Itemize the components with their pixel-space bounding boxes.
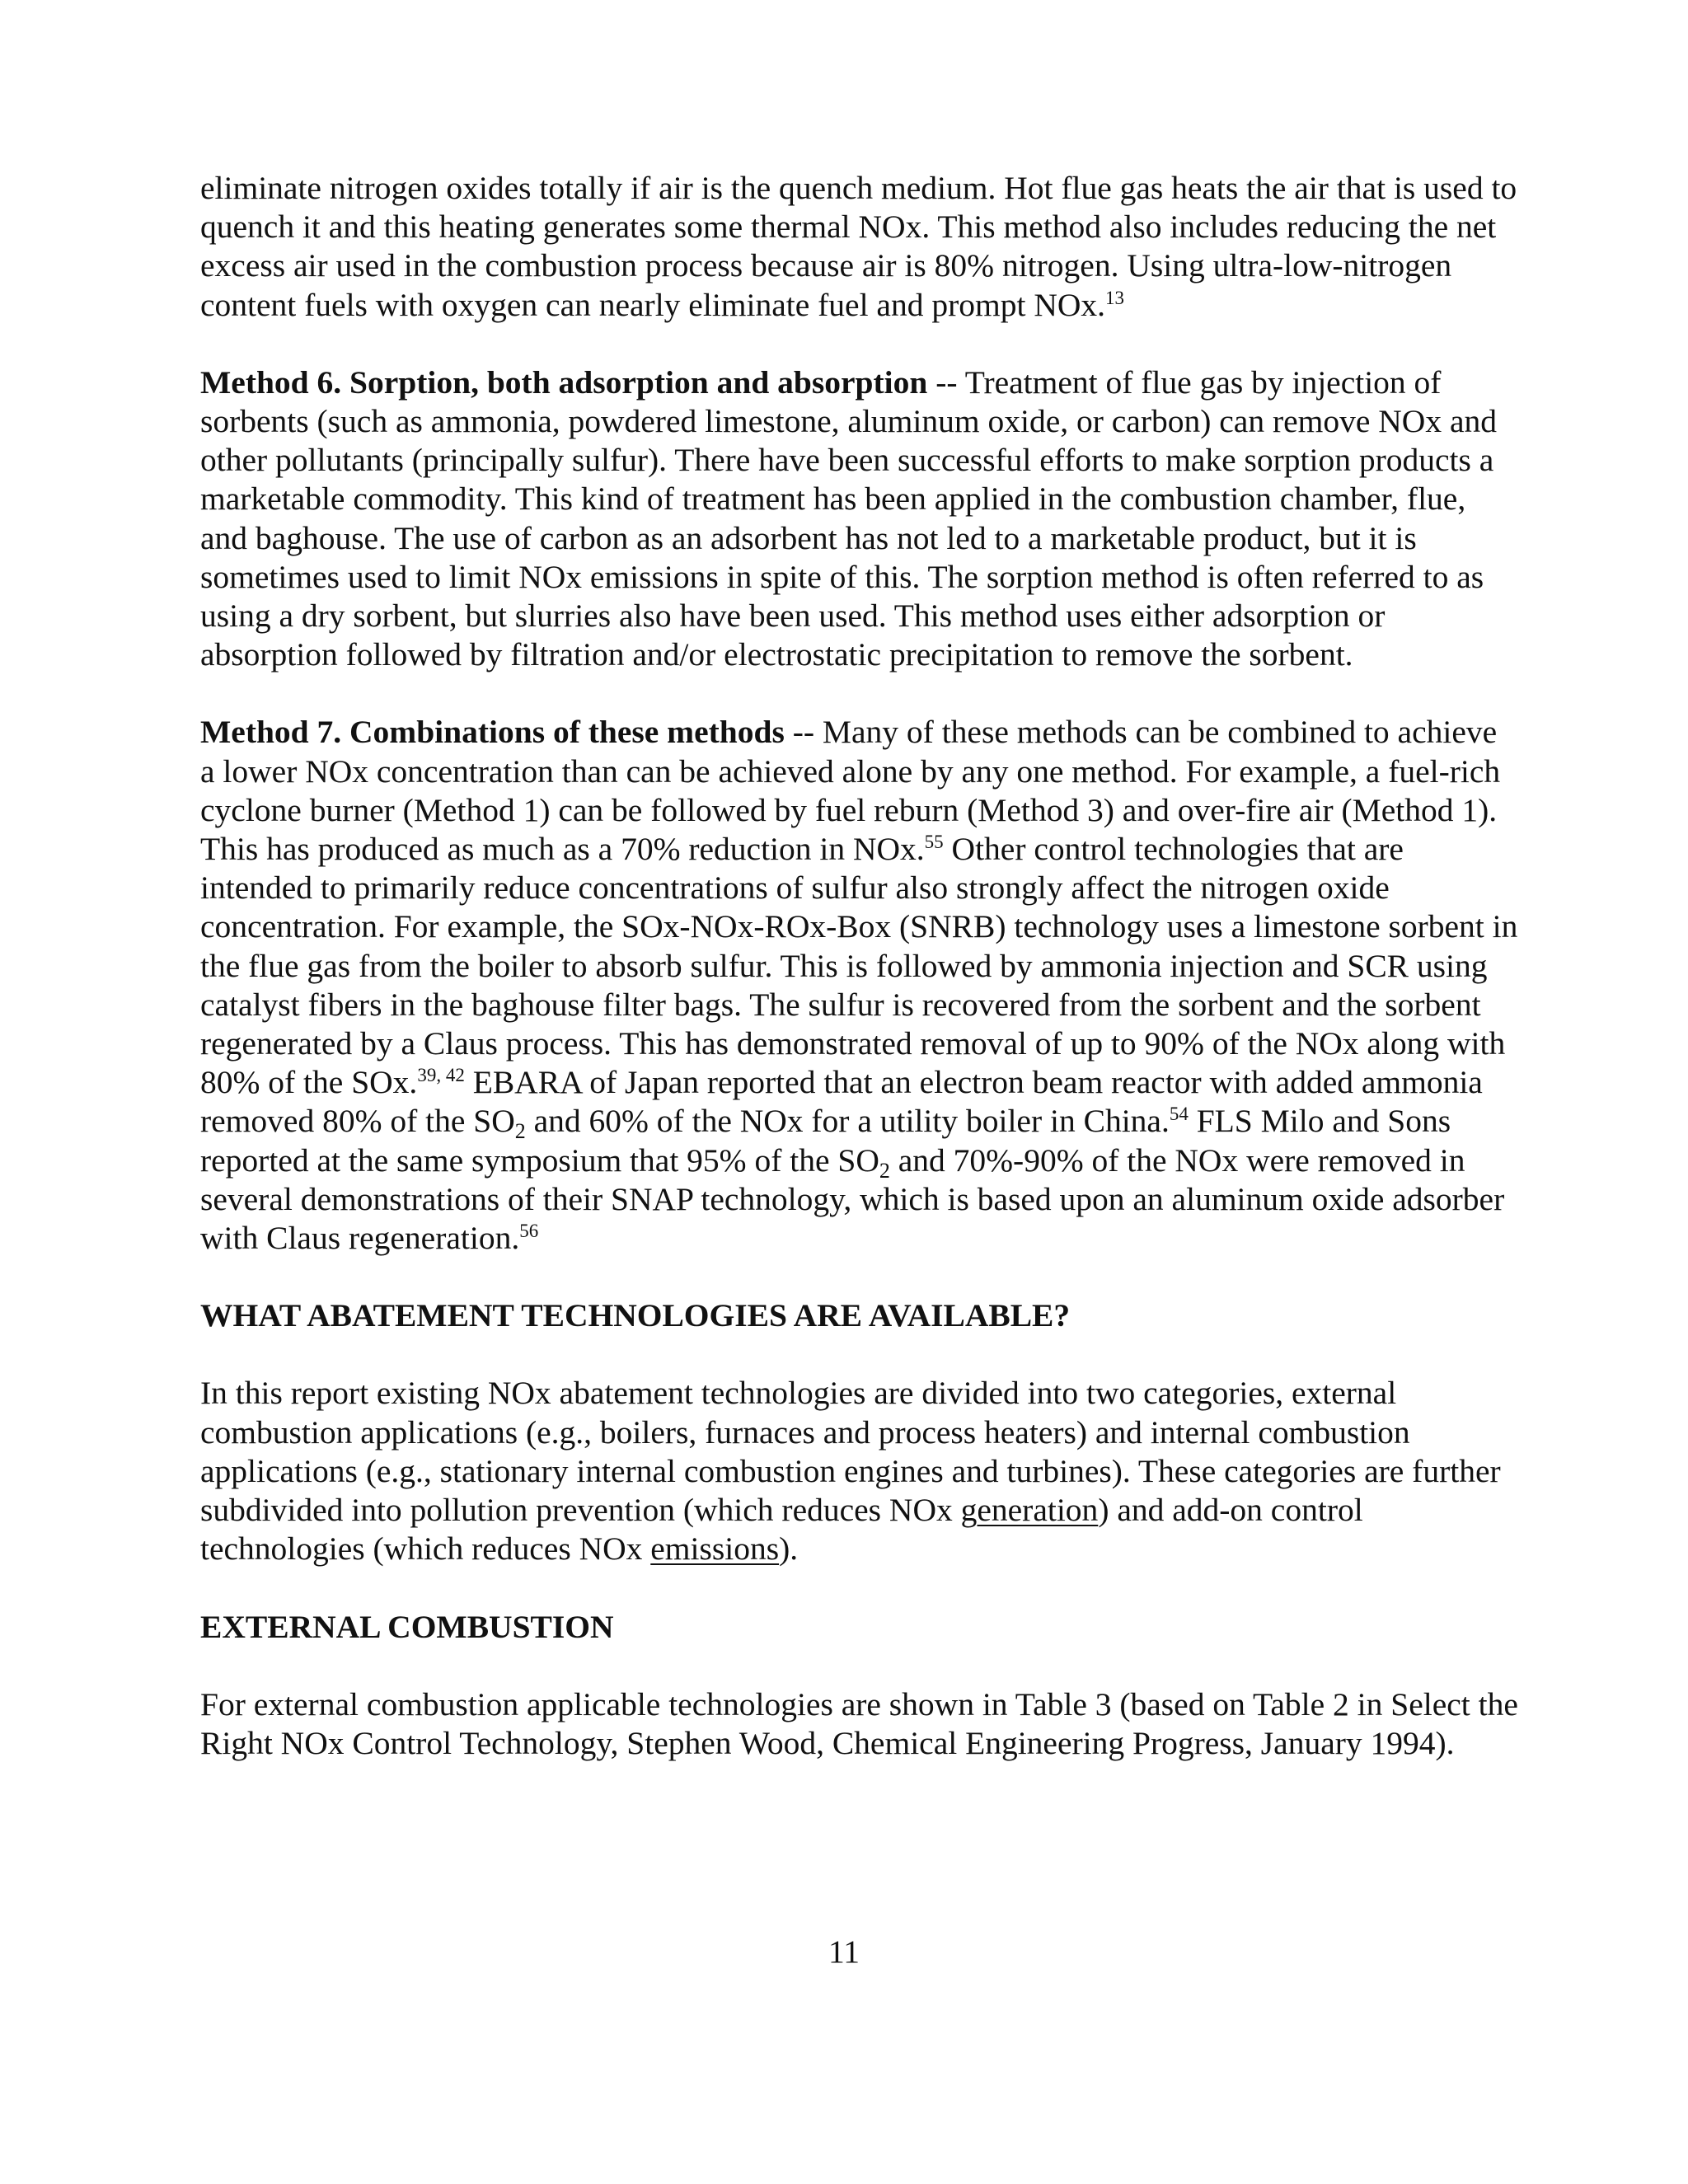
paragraph-available — [200, 1374, 1519, 1568]
paragraph-external: For external combustion applicable technologies are shown in Table 3 (based on Table 2 in Select the Right NOx Control Technology, Stephen Wood, Chemical Engineering Progress, January 1994). — [200, 1685, 1518, 1761]
reference-superscript: 56 — [519, 1221, 539, 1242]
method-6-title: Method 6. Sorption, both adsorption and absorption — [200, 363, 928, 401]
method-6-text: -- Treatment of flue gas by injection of sorbents (such as ammonia, powdered limestone, aluminum oxide, or carbon) can remove NOx and other pollutants (principally sulfur). There have been successful efforts to make sorption products a marketable commodity. This kind of treatment has been applied in the combustion chamber, flue, and baghouse. The use of carbon as an adsorbent has not led to a marketable product, but it is sometimes used to limit NOx emissions in spite of this. The sorption method is often referred to as using a dry sorbent, but slurries also have been used. This method uses either adsorption or absorption followed by filtration and/or electrostatic precipitation to remove the sorbent. — [200, 363, 1497, 673]
paragraph-quench — [200, 169, 1519, 325]
method-7-text: FLS Milo and Sons reported at the same symposium that 95% of the SO — [200, 1103, 1451, 1179]
section-heading-available: WHAT ABATEMENT TECHNOLOGIES ARE AVAILABLE? — [200, 1297, 1071, 1334]
method-7-text: -- Many of these methods can be combined to achieve a lower NOx concentration than can be achieved alone by any one method. For example, a fuel-rich cyclone burner (Method 1) can be followed by fuel reburn (Method 3) and over-fire air (Method 1). This has produced as much as a 70% reduction in NOx. — [200, 714, 1501, 868]
reference-superscript: 39, 42 — [417, 1065, 465, 1086]
subscript: 2 — [514, 1119, 526, 1144]
method-7-text: EBARA of Japan reported that an electron beam reactor with added ammonia removed 80% of the SO — [200, 1064, 1483, 1140]
method-7-text: and 70%-90% of the NOx were removed in several demonstrations of their SNAP technology, which is based upon an aluminum oxide adsorber with Claus regeneration. — [200, 1141, 1505, 1257]
available-text: ) and add-on control technologies (which reduces NOx — [200, 1492, 1363, 1568]
method-7-text: and 60% of the NOx for a utility boiler in China. — [525, 1103, 1170, 1140]
reference-superscript: 13 — [1105, 287, 1124, 308]
document-body — [200, 169, 1519, 1802]
section-heading-external: EXTERNAL COMBUSTION — [200, 1608, 614, 1645]
reference-superscript: 55 — [924, 832, 944, 853]
subscript: 2 — [879, 1158, 890, 1183]
page-number: 11 — [828, 1933, 860, 1970]
method-7-text: Other control technologies that are intended to primarily reduce concentrations of sulfur also strongly affect the nitrogen oxide concentration. For example, the SOx-NOx-ROx-Box (SNRB) technology uses a limestone sorbent in the flue gas from the boiler to absorb sulfur. This is followed by ammonia injection and SCR using catalyst fibers in the baghouse filter bags. The sulfur is recovered from the sorbent and the sorbent regenerated by a Claus process. This has demonstrated removal of up to 90% of the NOx along with 80% of the SOx. — [200, 831, 1518, 1101]
paragraph-method-7 — [200, 713, 1519, 1258]
method-7-title: Method 7. Combinations of these methods — [200, 714, 785, 751]
paragraph-method-6 — [200, 363, 1519, 675]
underlined-term: emissions — [650, 1530, 780, 1568]
reference-superscript: 54 — [1169, 1104, 1189, 1125]
available-text: In this report existing NOx abatement technologies are divided into two categories, external combustion applications (e.g., boilers, furnaces and process heaters) and internal combustion applications (e.g., stationary internal combustion engines and turbines). These categories are further subdivided into pollution prevention (which reduces NOx — [200, 1375, 1501, 1529]
underlined-term: generation — [960, 1492, 1099, 1529]
available-text: ). — [779, 1530, 799, 1568]
paragraph-text: eliminate nitrogen oxides totally if air is the quench medium. Hot flue gas heats the air that is used to quench it and this heating generates some thermal NOx. This method also includes reducing the net excess air used in the combustion process because air is 80% nitrogen. Using ultra-low-nitrogen content fuels with oxygen can nearly eliminate fuel and prompt NOx. — [200, 170, 1517, 323]
